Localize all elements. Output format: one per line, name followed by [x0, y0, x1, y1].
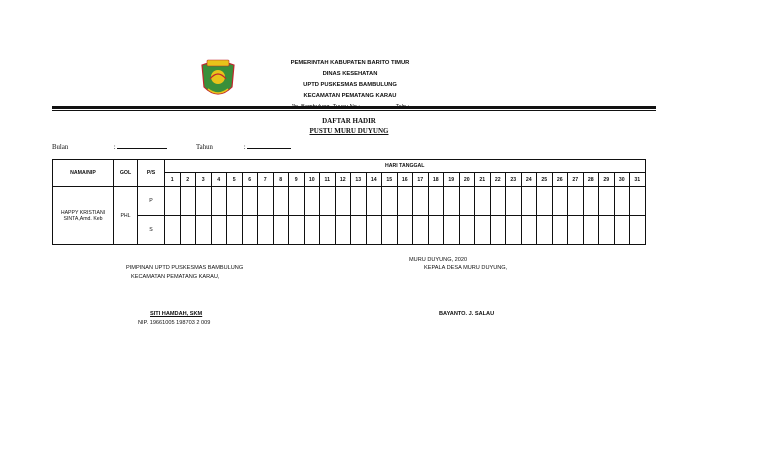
letterhead-divider-thin	[52, 110, 656, 111]
attendance-cell	[413, 187, 429, 216]
day-number: 17	[413, 173, 429, 187]
day-number: 28	[583, 173, 599, 187]
day-number: 29	[599, 173, 615, 187]
day-number: 6	[242, 173, 258, 187]
header-hari-tanggal: HARI TANGGAL	[165, 160, 646, 173]
attendance-cell	[475, 216, 491, 245]
letterhead-line2: DINAS KESEHATAN	[322, 71, 378, 77]
attendance-cell	[459, 216, 475, 245]
attendance-cell	[397, 187, 413, 216]
attendance-cell	[506, 216, 522, 245]
day-number: 19	[444, 173, 460, 187]
attendance-cell	[180, 187, 196, 216]
day-number: 20	[459, 173, 475, 187]
bulan-label: Bulan	[52, 144, 69, 151]
bulan-blank	[117, 148, 167, 149]
attendance-cell	[521, 216, 537, 245]
left-name-text: SITI HAMDAH, SKM	[150, 311, 203, 317]
day-number: 22	[490, 173, 506, 187]
attendance-cell	[289, 187, 305, 216]
attendance-cell	[258, 187, 274, 216]
attendance-cell	[630, 216, 646, 245]
attendance-cell	[413, 216, 429, 245]
day-number: 8	[273, 173, 289, 187]
attendance-cell	[537, 216, 553, 245]
right-signatory-name	[439, 310, 494, 319]
table-row-p	[53, 187, 646, 216]
day-number: 3	[196, 173, 212, 187]
title-main: DAFTAR HADIR	[322, 117, 376, 125]
attendance-cell	[196, 187, 212, 216]
day-number: 11	[320, 173, 336, 187]
attendance-cell	[599, 216, 615, 245]
right-name-text: BAYANTO. J. SALAU	[439, 311, 495, 317]
attendance-cell	[490, 216, 506, 245]
attendance-cell	[630, 187, 646, 216]
day-number: 5	[227, 173, 243, 187]
left-signatory-name	[150, 310, 202, 319]
day-number: 9	[289, 173, 305, 187]
day-number: 4	[211, 173, 227, 187]
title-sub: PUSTU MURU DUYUNG	[309, 127, 389, 135]
day-number: 1	[165, 173, 181, 187]
day-number: 30	[614, 173, 630, 187]
attendance-cell	[180, 216, 196, 245]
letterhead-line1: PEMERINTAH KABUPATEN BARITO TIMUR	[290, 60, 410, 66]
attendance-cell	[351, 187, 367, 216]
day-number: 31	[630, 173, 646, 187]
attendance-cell	[444, 187, 460, 216]
attendance-cell	[428, 216, 444, 245]
table-row-s	[53, 216, 646, 245]
attendance-cell	[320, 216, 336, 245]
attendance-cell	[568, 216, 584, 245]
day-number: 10	[304, 173, 320, 187]
attendance-cell	[583, 216, 599, 245]
attendance-cell	[242, 216, 258, 245]
place-date: MURU DUYUNG, 2020	[409, 257, 468, 263]
day-number: 24	[521, 173, 537, 187]
day-number: 16	[397, 173, 413, 187]
attendance-cell	[459, 187, 475, 216]
header-gol: GOL	[114, 160, 138, 187]
attendance-cell	[242, 187, 258, 216]
attendance-cell	[227, 187, 243, 216]
attendance-cell	[211, 216, 227, 245]
employee-gol: PHL	[114, 187, 138, 245]
tahun-field	[196, 144, 291, 151]
attendance-table	[52, 159, 646, 245]
attendance-cell	[165, 187, 181, 216]
attendance-cell	[258, 216, 274, 245]
regency-emblem-logo	[198, 57, 238, 101]
right-signatory-title: KEPALA DESA MURU DUYUNG,	[424, 265, 508, 271]
document-title	[284, 116, 414, 136]
day-number: 2	[180, 173, 196, 187]
day-number: 21	[475, 173, 491, 187]
day-number: 18	[428, 173, 444, 187]
day-number: 13	[351, 173, 367, 187]
letterhead-line3: UPTD PUSKESMAS BAMBULUNG	[303, 82, 397, 88]
attendance-cell	[320, 187, 336, 216]
attendance-cell	[444, 216, 460, 245]
bulan-colon: :	[113, 144, 116, 151]
attendance-cell	[196, 216, 212, 245]
attendance-cell	[506, 187, 522, 216]
row-s-label: S	[138, 216, 165, 245]
attendance-cell	[335, 216, 351, 245]
attendance-cell	[273, 216, 289, 245]
attendance-cell	[537, 187, 553, 216]
tahun-blank	[247, 148, 291, 149]
attendance-cell	[211, 187, 227, 216]
attendance-cell	[397, 216, 413, 245]
attendance-cell	[428, 187, 444, 216]
attendance-cell	[490, 187, 506, 216]
attendance-cell	[475, 187, 491, 216]
left-signatory-title1: PIMPINAN UPTD PUSKESMAS BAMBULUNG	[126, 265, 244, 271]
letterhead	[240, 58, 460, 113]
day-number: 12	[335, 173, 351, 187]
day-number: 14	[366, 173, 382, 187]
tahun-label: Tahun	[196, 144, 213, 151]
attendance-cell	[335, 187, 351, 216]
attendance-cell	[304, 187, 320, 216]
attendance-cell	[382, 187, 398, 216]
attendance-cell	[599, 187, 615, 216]
letterhead-divider	[52, 106, 656, 109]
attendance-cell	[583, 187, 599, 216]
attendance-cell	[382, 216, 398, 245]
attendance-cell	[366, 187, 382, 216]
attendance-cell	[614, 216, 630, 245]
header-nama: NAMA/NIP	[53, 160, 114, 187]
letterhead-line4: KECAMATAN PEMATANG KARAU	[303, 93, 397, 99]
day-number: 27	[568, 173, 584, 187]
row-p-label: P	[138, 187, 165, 216]
attendance-cell	[568, 187, 584, 216]
attendance-cell	[366, 216, 382, 245]
employee-name: HAPPY KRISTIANI SINTA,Amd. Keb	[53, 187, 114, 245]
attendance-cell	[273, 187, 289, 216]
day-number: 25	[537, 173, 553, 187]
attendance-cell	[351, 216, 367, 245]
left-signatory-nip: NIP. 19661005 198703 2 009	[138, 320, 211, 326]
attendance-cell	[165, 216, 181, 245]
day-number: 23	[506, 173, 522, 187]
attendance-cell	[227, 216, 243, 245]
day-number: 15	[382, 173, 398, 187]
header-ps: P/S	[138, 160, 165, 187]
attendance-cell	[289, 216, 305, 245]
attendance-cell	[614, 187, 630, 216]
attendance-cell	[552, 187, 568, 216]
day-number: 26	[552, 173, 568, 187]
attendance-cell	[552, 216, 568, 245]
attendance-cell	[521, 187, 537, 216]
attendance-cell	[304, 216, 320, 245]
day-number: 7	[258, 173, 274, 187]
left-signatory-title2: KECAMATAN PEMATANG KARAU,	[131, 274, 220, 280]
bulan-field	[52, 144, 167, 151]
tahun-colon: :	[243, 144, 246, 151]
